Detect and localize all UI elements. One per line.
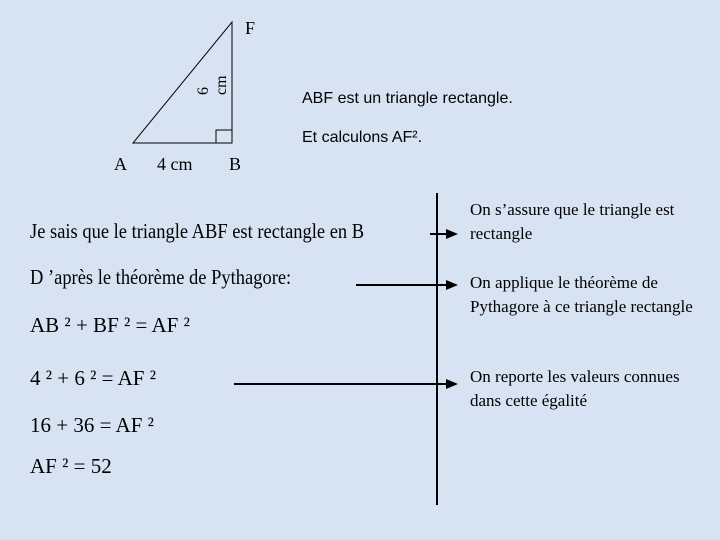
vertex-b-label: B (229, 154, 242, 174)
side-bf-label: 6 cm (195, 75, 230, 95)
step-4: 4 ² + 6 ² = AF ² (30, 366, 157, 390)
vertex-a-label: A (114, 154, 127, 174)
step-6: AF ² = 52 (30, 454, 112, 478)
arrow-3 (234, 379, 458, 389)
step-2: D ’après le théorème de Pythagore: (30, 265, 292, 289)
intro-line-2: Et calculons AF². (302, 129, 423, 146)
side-ab-label: 4 cm (157, 154, 193, 174)
note-1: On s’assure que le triangle est rectangle (470, 200, 675, 243)
arrow-2 (356, 280, 458, 290)
intro-line-1: ABF est un triangle rectangle. (302, 90, 513, 107)
step-1: Je sais que le triangle ABF est rectangle en B (30, 219, 365, 243)
step-5: 16 + 36 = AF ² (30, 413, 154, 437)
arrow-1 (430, 229, 458, 239)
note-3: On reporte les valeurs connues dans cette égalité (470, 367, 680, 410)
step-3: AB ² + BF ² = AF ² (30, 313, 190, 337)
vertex-f-label: F (245, 18, 256, 38)
right-angle-marker (216, 130, 232, 143)
note-2: On applique le théorème de Pythagore à ce triangle rectangle (470, 273, 693, 316)
